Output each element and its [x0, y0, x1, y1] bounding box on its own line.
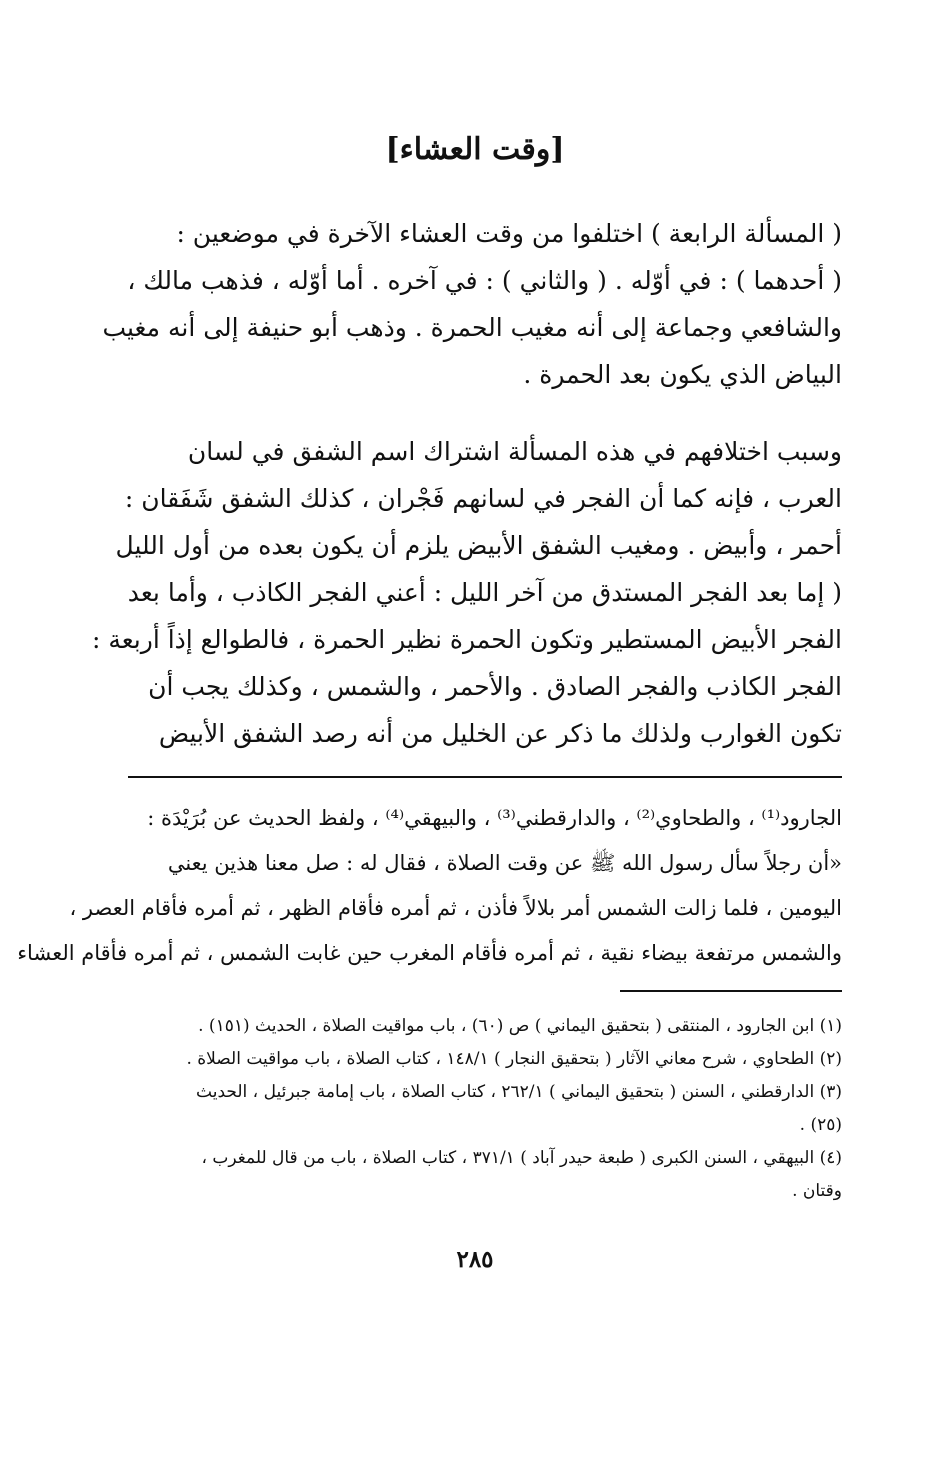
paragraph-2: [91, 428, 842, 757]
paragraph-1: [102, 210, 842, 398]
text-line: أحمر ، وأبيض . ومغيب الشفق الأبيض يلزم أن يكون بعده من أول الليل: [115, 531, 842, 560]
text-line: ( المسألة الرابعة ) اختلفوا من وقت العشاء الآخرة في موضعين :: [176, 219, 842, 248]
footnote-3-continued: (٢٥) .: [799, 1115, 842, 1135]
text-line: البياض الذي يكون بعد الحمرة .: [523, 360, 842, 389]
footnote-4: (٤) البيهقي ، السنن الكبرى ( طبعة حيدر آباد ) ٣٧١/١ ، كتاب الصلاة ، باب من قال للمغرب ،: [201, 1148, 842, 1168]
text-line: ( أحدهما ) : في أوّله . ( والثاني ) : في آخره . أما أوّله ، فذهب مالك ،: [127, 266, 842, 295]
text-line: الفجر الأبيض المستطير وتكون الحمرة نظير الحمرة ، فالطوالع إذاً أربعة :: [91, 625, 842, 654]
footnotes: [120, 1010, 842, 1208]
footnote-4-continued: وقتان .: [792, 1181, 842, 1201]
footnote-3: (٣) الدارقطني ، السنن ( بتحقيق اليماني ) ٢٦٢/١ ، كتاب الصلاة ، باب إمامة جبرئيل ، الحديث: [196, 1082, 842, 1102]
note-line: والشمس مرتفعة بيضاء نقية ، ثم أمره فأقام المغرب حين غابت الشمس ، ثم أمره فأقام العشاء: [17, 941, 842, 965]
footnote-divider: [620, 990, 842, 992]
note-line: الجارود⁽¹⁾ ، والطحاوي⁽²⁾ ، والدارقطني⁽³⁾ ، والبيهقي⁽⁴⁾ ، ولفظ الحديث عن بُرَيْدَة :: [147, 806, 842, 830]
divider-line: [128, 776, 842, 778]
footnote-2: (٢) الطحاوي ، شرح معاني الآثار ( بتحقيق النجار ) ١٤٨/١ ، كتاب الصلاة ، باب مواقيت الصلاة .: [186, 1049, 842, 1069]
hadith-note: [17, 796, 842, 976]
section-title: [وقت العشاء]: [385, 132, 565, 167]
note-line: اليومين ، فلما زالت الشمس أمر بلالاً فأذن ، ثم أمره فأقام الظهر ، ثم أمره فأقام العصر ،: [69, 896, 842, 920]
text-line: والشافعي وجماعة إلى أنه مغيب الحمرة . وذهب أبو حنيفة إلى أنه مغيب: [102, 313, 842, 342]
text-line: الفجر الكاذب والفجر الصادق . والأحمر ، والشمس ، وكذلك يجب أن: [148, 672, 842, 701]
text-line: تكون الغوارب ولذلك ما ذكر عن الخليل من أنه رصد الشفق الأبيض: [158, 719, 842, 748]
page-number: ٢٨٥: [456, 1246, 494, 1273]
text-line: العرب ، فإنه كما أن الفجر في لسانهم فَجْران ، كذلك الشفق شَفَقان :: [124, 484, 842, 513]
note-line: «أن رجلاً سأل رسول الله ﷺ عن وقت الصلاة ، فقال له : صل معنا هذين يعني: [167, 851, 842, 875]
footnote-1: (١) ابن الجارود ، المنتقى ( بتحقيق اليماني ) ص (٦٠) ، باب مواقيت الصلاة ، الحديث (١٥١) .: [198, 1016, 842, 1036]
text-line: وسبب اختلافهم في هذه المسألة اشتراك اسم الشفق في لسان: [187, 437, 842, 466]
text-line: ( إما بعد الفجر المستدق من آخر الليل : أعني الفجر الكاذب ، وأما بعد: [127, 578, 842, 607]
